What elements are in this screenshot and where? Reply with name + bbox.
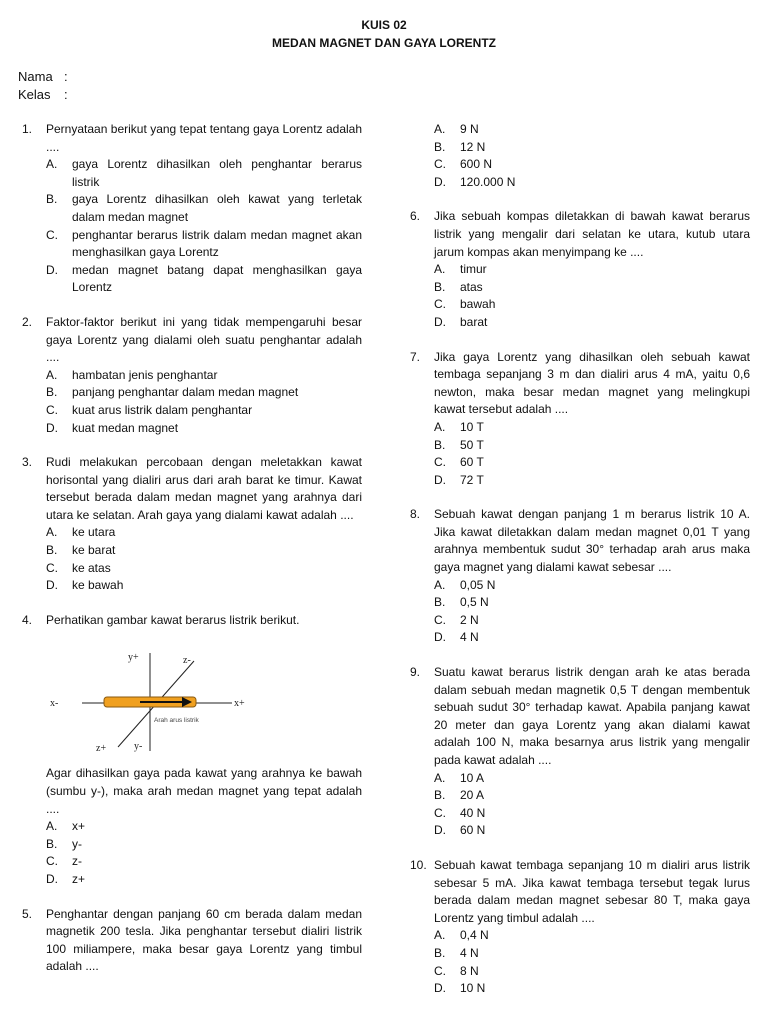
option-text: y-	[72, 836, 82, 851]
option-letter: A.	[434, 928, 446, 943]
right-column	[410, 121, 750, 998]
wire-axes-diagram	[46, 647, 270, 757]
option-list	[46, 818, 362, 888]
option-letter: B.	[46, 543, 58, 558]
option-text: 0,4 N	[460, 928, 489, 943]
class-label: Kelas	[18, 87, 51, 102]
question-5-options	[410, 121, 750, 191]
option-b	[434, 945, 750, 963]
option-b	[46, 542, 362, 560]
option-d	[434, 174, 750, 192]
option-text: atas	[460, 279, 483, 294]
option-text: x+	[72, 819, 86, 834]
option-c	[46, 560, 362, 578]
option-text: penghantar berarus listrik dalam medan magnet akan menghasilkan gaya Lorentz	[72, 227, 362, 260]
option-list	[434, 261, 750, 331]
option-a	[46, 818, 362, 836]
question-10	[410, 857, 750, 998]
question-number: 7.	[410, 349, 421, 364]
question-number: 5.	[22, 906, 33, 921]
option-c	[434, 963, 750, 981]
option-text: 600 N	[460, 157, 493, 172]
question-1	[22, 121, 362, 297]
axis-label-z-minus: z-	[183, 655, 191, 667]
option-d	[434, 980, 750, 998]
class-field	[18, 87, 68, 102]
option-text: ke bawah	[72, 578, 124, 593]
option-list	[434, 770, 750, 840]
question-number: 9.	[410, 665, 421, 680]
option-letter: C.	[46, 560, 58, 575]
option-letter: B.	[434, 788, 446, 803]
option-text: bawah	[460, 297, 496, 312]
option-text: ke atas	[72, 560, 111, 575]
question-text: Perhatikan gambar kawat berarus listrik berikut.	[46, 612, 300, 627]
question-text: Jika sebuah kompas diletakkan di bawah kawat berarus listrik yang mengalir dari selatan ke utara, kutub utara jarum kompas akan menyimpang ke ....	[434, 209, 750, 259]
question-text: Rudi melakukan percobaan dengan meletakkan kawat horisontal yang dialiri arus dari arah barat ke timur. Kawat tersebut berada dalam medan magnet yang arahnya dari utara ke selatan. Arah gaya yang dialami kawat adalah ....	[46, 455, 362, 522]
option-letter: A.	[434, 262, 446, 277]
option-b	[434, 437, 750, 455]
option-d	[46, 871, 362, 889]
option-letter: D.	[46, 872, 58, 886]
option-letter: D.	[434, 823, 446, 838]
option-letter: C.	[434, 297, 446, 312]
option-letter: C.	[434, 455, 446, 470]
option-c	[434, 612, 750, 630]
option-list	[46, 524, 362, 594]
option-b	[434, 787, 750, 805]
question-number: 1.	[22, 122, 33, 136]
option-text: 0,05 N	[460, 577, 496, 592]
option-letter: D.	[434, 630, 446, 645]
option-letter: A.	[46, 157, 58, 172]
option-b	[434, 594, 750, 612]
quiz-subtitle: MEDAN MAGNET DAN GAYA LORENTZ	[271, 36, 496, 50]
option-letter: A.	[46, 367, 58, 382]
option-text: 8 N	[460, 963, 479, 978]
option-b	[434, 139, 750, 157]
option-letter: B.	[434, 437, 446, 452]
option-a	[434, 121, 750, 139]
question-6	[410, 208, 750, 331]
option-text: 10 T	[460, 419, 484, 434]
option-letter: A.	[434, 419, 446, 434]
axis-label-y-minus: y-	[134, 741, 143, 753]
option-a	[434, 261, 750, 279]
option-text: ke barat	[72, 543, 116, 558]
option-text: gaya Lorentz dihasilkan oleh penghantar berarus listrik	[72, 157, 362, 189]
option-text: 4 N	[460, 630, 479, 645]
option-letter: A.	[46, 819, 58, 834]
option-text: panjang penghantar dalam medan magnet	[72, 385, 299, 400]
option-b	[46, 191, 362, 226]
option-text: ke utara	[72, 525, 116, 540]
name-field	[18, 69, 68, 84]
option-d	[434, 629, 750, 647]
option-text: 50 T	[460, 437, 484, 452]
option-letter: A.	[46, 525, 58, 540]
axis-label-x-minus: x-	[50, 698, 59, 710]
option-text: 40 N	[460, 805, 486, 820]
option-b	[46, 836, 362, 854]
option-c	[46, 402, 362, 420]
question-8	[410, 506, 750, 647]
current-direction-caption: Arah arus listrik	[154, 717, 199, 725]
question-text: Faktor-faktor berikut ini yang tidak mempengaruhi besar gaya Lorentz yang dialami oleh suatu penghantar adalah ....	[46, 314, 362, 365]
option-a	[434, 770, 750, 788]
option-letter: D.	[434, 981, 446, 996]
question-text: Jika gaya Lorentz yang dihasilkan oleh sebuah kawat tembaga sepanjang 3 m dan dialiri arus 4 mA, yaitu 0,6 newton, maka besar medan magnet yang melingkupi kawat tersebut adalah ....	[434, 349, 750, 417]
option-letter: C.	[434, 963, 446, 978]
option-a	[434, 419, 750, 437]
option-list	[434, 927, 750, 997]
question-text: Sebuah kawat dengan panjang 1 m berarus listrik 10 A. Jika kawat diletakkan dalam medan magnet 0,01 T yang arahnya membentuk sudut 30° terhadap arah arus maka gaya magnet yang dialami kawat sebesar ....	[434, 507, 750, 575]
option-a	[46, 524, 362, 542]
axis-label-x-plus: x+	[234, 698, 245, 710]
option-c	[434, 156, 750, 174]
name-separator: :	[64, 69, 68, 84]
option-text: 10 N	[460, 981, 486, 996]
option-letter: B.	[46, 192, 58, 207]
question-text: Suatu kawat berarus listrik dengan arah ke atas berada dalam sebuah medan magnetik 0,5 T dengan membentuk sebuah sudut 30° terhadap kawat. Apabila panjang kawat 20 meter dan gaya Lorentz yang akan dialami kawat adalah 100 N, maka besarnya arus listrik yang mengalir pada kawat adalah ....	[434, 665, 750, 767]
option-letter: C.	[46, 227, 58, 242]
option-text: 10 A	[460, 770, 485, 785]
option-text: medan magnet batang dapat menghasilkan gaya Lorentz	[72, 262, 362, 295]
option-b	[46, 384, 362, 402]
option-text: hambatan jenis penghantar	[72, 367, 218, 382]
wire-axes-figure	[46, 647, 270, 757]
option-letter: D.	[46, 578, 58, 593]
question-text: Sebuah kawat tembaga sepanjang 10 m dialiri arus listrik sebesar 5 mA. Jika kawat tembaga tersebut tegak lurus berada dalam medan magnet sebesar 80 T, maka gaya Lorentz yang timbul adalah ....	[434, 857, 750, 925]
option-letter: C.	[434, 157, 446, 172]
option-text: 0,5 N	[460, 595, 489, 610]
option-list	[434, 121, 750, 191]
option-letter: B.	[46, 836, 58, 851]
question-4	[22, 612, 362, 889]
option-letter: A.	[434, 577, 446, 592]
question-number: 2.	[22, 314, 33, 329]
option-d	[46, 420, 362, 438]
question-7	[410, 349, 750, 490]
question-number: 6.	[410, 209, 421, 224]
option-text: z-	[72, 854, 82, 869]
question-number: 10.	[410, 857, 427, 872]
question-text: Penghantar dengan panjang 60 cm berada dalam medan magnetik 200 tesla. Jika penghantar tersebut dialiri listrik 100 miliampere, maka besar gaya Lorentz yang timbul adalah ....	[46, 906, 362, 974]
question-2	[22, 314, 362, 437]
option-text: barat	[460, 314, 488, 329]
option-text: z+	[72, 872, 86, 886]
option-d	[46, 262, 362, 297]
option-c	[46, 227, 362, 262]
question-text: Pernyataan berikut yang tepat tentang gaya Lorentz adalah ....	[46, 122, 362, 154]
option-text: 60 T	[460, 455, 484, 470]
left-column	[22, 121, 362, 976]
option-list	[46, 367, 362, 437]
option-letter: C.	[46, 402, 58, 417]
quiz-title: KUIS 02	[361, 18, 407, 32]
option-text: 60 N	[460, 823, 486, 838]
option-b	[434, 279, 750, 297]
option-list	[434, 419, 750, 489]
option-letter: D.	[434, 314, 446, 329]
option-letter: C.	[46, 854, 58, 869]
option-a	[434, 577, 750, 595]
option-list	[46, 156, 362, 297]
option-letter: B.	[434, 139, 446, 154]
question-number: 3.	[22, 455, 33, 470]
name-label: Nama	[18, 69, 53, 84]
option-text: 2 N	[460, 612, 479, 627]
option-letter: B.	[434, 945, 446, 960]
class-separator: :	[64, 87, 68, 102]
option-letter: C.	[434, 805, 446, 820]
option-a	[46, 367, 362, 385]
option-letter: A.	[434, 770, 446, 785]
option-c	[434, 454, 750, 472]
option-c	[434, 805, 750, 823]
option-letter: B.	[434, 279, 446, 294]
question-number: 8.	[410, 507, 421, 522]
option-text: 12 N	[460, 139, 486, 154]
option-d	[434, 822, 750, 840]
option-text: gaya Lorentz dihasilkan oleh kawat yang terletak dalam medan magnet	[72, 192, 362, 224]
option-a	[46, 156, 362, 191]
axis-label-z-plus: z+	[96, 743, 107, 755]
question-3	[22, 454, 362, 595]
question-text-continued: Agar dihasilkan gaya pada kawat yang arahnya ke bawah (sumbu y-), maka arah medan magnet yang tepat adalah ....	[46, 766, 362, 816]
question-number: 4.	[22, 612, 33, 627]
option-d	[46, 577, 362, 595]
option-letter: B.	[46, 385, 58, 400]
option-text: 72 T	[460, 472, 484, 487]
option-a	[434, 927, 750, 945]
option-text: 120.000 N	[460, 174, 516, 189]
axis-label-y-plus: y+	[128, 652, 139, 664]
option-text: 4 N	[460, 945, 479, 960]
option-c	[46, 853, 362, 871]
option-c	[434, 296, 750, 314]
option-list	[434, 577, 750, 647]
option-d	[434, 472, 750, 490]
option-text: kuat medan magnet	[72, 420, 179, 435]
option-letter: D.	[46, 262, 58, 277]
option-text: timur	[460, 262, 487, 277]
option-letter: D.	[46, 420, 58, 435]
option-letter: B.	[434, 595, 446, 610]
option-text: 9 N	[460, 122, 479, 136]
option-text: kuat arus listrik dalam penghantar	[72, 402, 253, 417]
option-letter: A.	[434, 122, 446, 136]
question-5	[22, 906, 362, 976]
option-letter: D.	[434, 174, 446, 189]
option-letter: C.	[434, 612, 446, 627]
option-text: 20 A	[460, 788, 485, 803]
question-9	[410, 664, 750, 840]
option-letter: D.	[434, 472, 446, 487]
option-d	[434, 314, 750, 332]
